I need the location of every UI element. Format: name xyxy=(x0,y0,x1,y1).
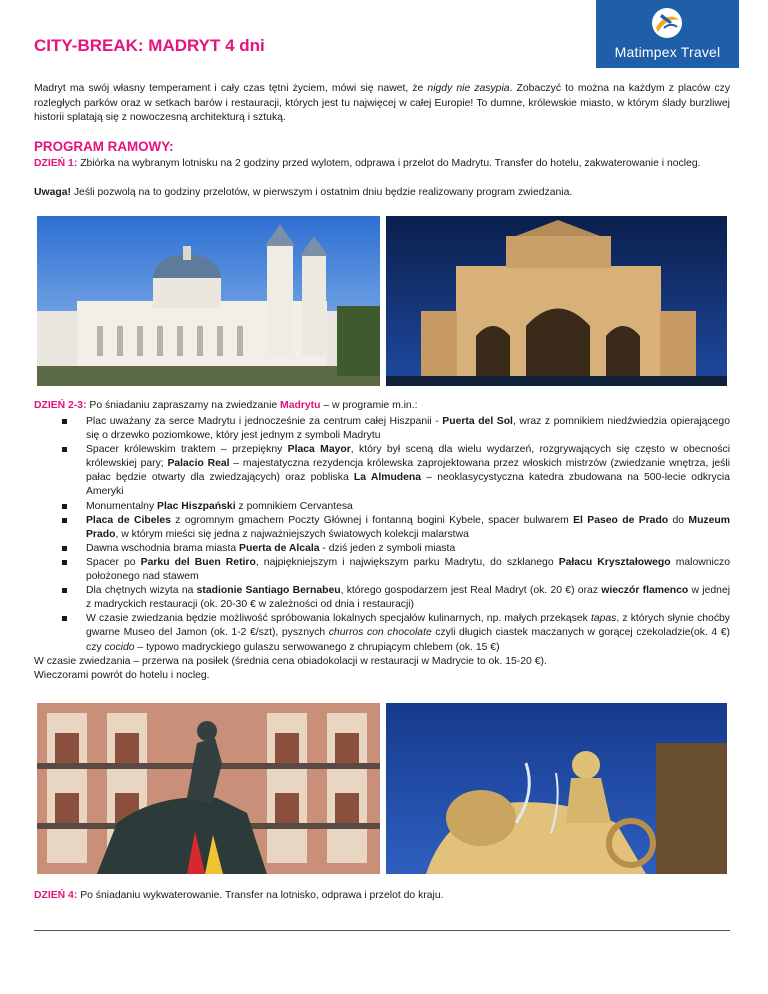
day23-intro-text: Po śniadaniu zapraszamy na zwiedzanie xyxy=(86,400,281,411)
day1-label: DZIEŃ 1: xyxy=(34,158,78,169)
almudena-cathedral-photo xyxy=(37,216,380,386)
list-item: Spacer po Parku del Buen Retiro, najpiękniejszym i największym parku Madrytu, do szklanego Pałacu Kryształowego malowniczo położonego nad stawem xyxy=(34,556,730,584)
intro-italic: nigdy nie zasypia xyxy=(427,83,510,94)
day23-city: Madrytu xyxy=(280,400,321,411)
list-item: Dawna wschodnia brama miasta Puerta de Alcala - dziś jeden z symboli miasta xyxy=(34,542,730,556)
cibeles-fountain-photo xyxy=(386,703,727,874)
program-heading: PROGRAM RAMOWY: xyxy=(34,139,174,154)
page-title: CITY-BREAK: MADRYT 4 dni xyxy=(34,36,265,55)
footer-divider xyxy=(34,930,730,931)
company-logo xyxy=(596,0,739,68)
day4-text: Po śniadaniu wykwaterowanie. Transfer na lotnisko, odprawa i przelot do kraju. xyxy=(77,890,444,901)
note-text: Jeśli pozwolą na to godziny przelotów, w pierwszym i ostatnim dniu będzie realizowany program zwiedzania. xyxy=(70,187,573,198)
list-item: Plac uważany za serce Madrytu i jednocześnie za centrum całej Hiszpanii - Puerta del Sol, wraz z pomnikiem niedźwiedzia opierającego się o drzewko poziomkowe, który jest jednym z symboli Madrytu xyxy=(34,415,730,443)
list-item: Monumentalny Plac Hiszpański z pomnikiem Cervantesa xyxy=(34,500,730,514)
day23-meal-note: W czasie zwiedzania – przerwa na posiłek (średnia cena obiadokolacji w restauracji w Madrycie to ok. 15-20 €). xyxy=(34,655,547,667)
list-item: Spacer królewskim traktem – przepiękny Placa Mayor, który był sceną dla wielu wydarzeń, rozgrywających się często w obecności królewskiej pary; Palacio Real – majestatyczna rezydencja królewska zaprojektowana przez włoskich mistrzów (zwiedzanie wnętrza, jeśli pałac będzie otwarty dla zwiedzających) oraz pobliska La Almudena – neoklasycystyczna katedra zbudowana na 500-lecie odkrycia Ameryki xyxy=(34,443,730,499)
day23-evening-note: Wieczorami powrót do hotelu i nocleg. xyxy=(34,669,210,681)
intro-paragraph xyxy=(34,82,730,126)
airplane-swirl-icon xyxy=(650,6,684,40)
list-item: Dla chętnych wizyta na stadionie Santiago Bernabeu, którego gospodarzem jest Real Madryt (ok. 20 €) oraz wieczór flamenco w jednej z madryckich restauracji (ok. 20-30 € w zależności od dnia i restauracji) xyxy=(34,584,730,612)
day23-intro-end: – w programie m.in.: xyxy=(320,400,418,411)
logo-text: Matimpex Travel xyxy=(614,44,721,60)
plaza-mayor-statue-photo xyxy=(37,703,380,874)
puerta-de-alcala-photo xyxy=(386,216,727,386)
day1-paragraph xyxy=(34,157,730,172)
day1-note xyxy=(34,186,730,201)
list-item: W czasie zwiedzania będzie możliwość spróbowania lokalnych specjałów kulinarnych, np. małych przekąsek tapas, z których słynie choćby gwarne Museo del Jamon (ok. 1-2 €/szt), pysznych churros con chocolate czyli długich ciastek maczanych w gorącej czekoladzie(ok. 4 €) czy cocido – typowo madryckiego gulaszu serwowanego z chrupiącym chlebem (ok. 15 €) xyxy=(34,612,730,654)
day1-text: Zbiórka na wybranym lotnisku na 2 godziny przed wylotem, odprawa i przelot do Madrytu. Transfer do hotelu, zakwaterowanie i nocleg. xyxy=(77,158,701,169)
intro-text: Madryt ma swój własny temperament i cały czas tętni życiem, mówi się nawet, że xyxy=(34,83,428,94)
day23-bullet-list xyxy=(34,415,730,683)
note-label: Uwaga! xyxy=(34,187,71,198)
day4-label: DZIEŃ 4: xyxy=(34,890,78,901)
day23-label: DZIEŃ 2-3: xyxy=(34,400,87,411)
list-item: Placa de Cibeles z ogromnym gmachem Poczty Głównej i fontanną bogini Kybele, spacer bulwarem El Paseo de Prado do Muzeum Prado, w którym mieści się jedna z najważniejszych światowych kolekcji malarstwa xyxy=(34,514,730,542)
intro-text-end: . Zobaczyć to można na każdym z placów czy rozległych parków oraz w setkach barów i restauracji, których jest tu najwięcej w całej Europie! To dumne, królewskie miasto, w którym ślady burzliwej historii splatają się z nowoczesną architekturą i sztuką. xyxy=(34,83,731,124)
day23-intro xyxy=(34,399,730,414)
day4-paragraph xyxy=(34,889,730,904)
